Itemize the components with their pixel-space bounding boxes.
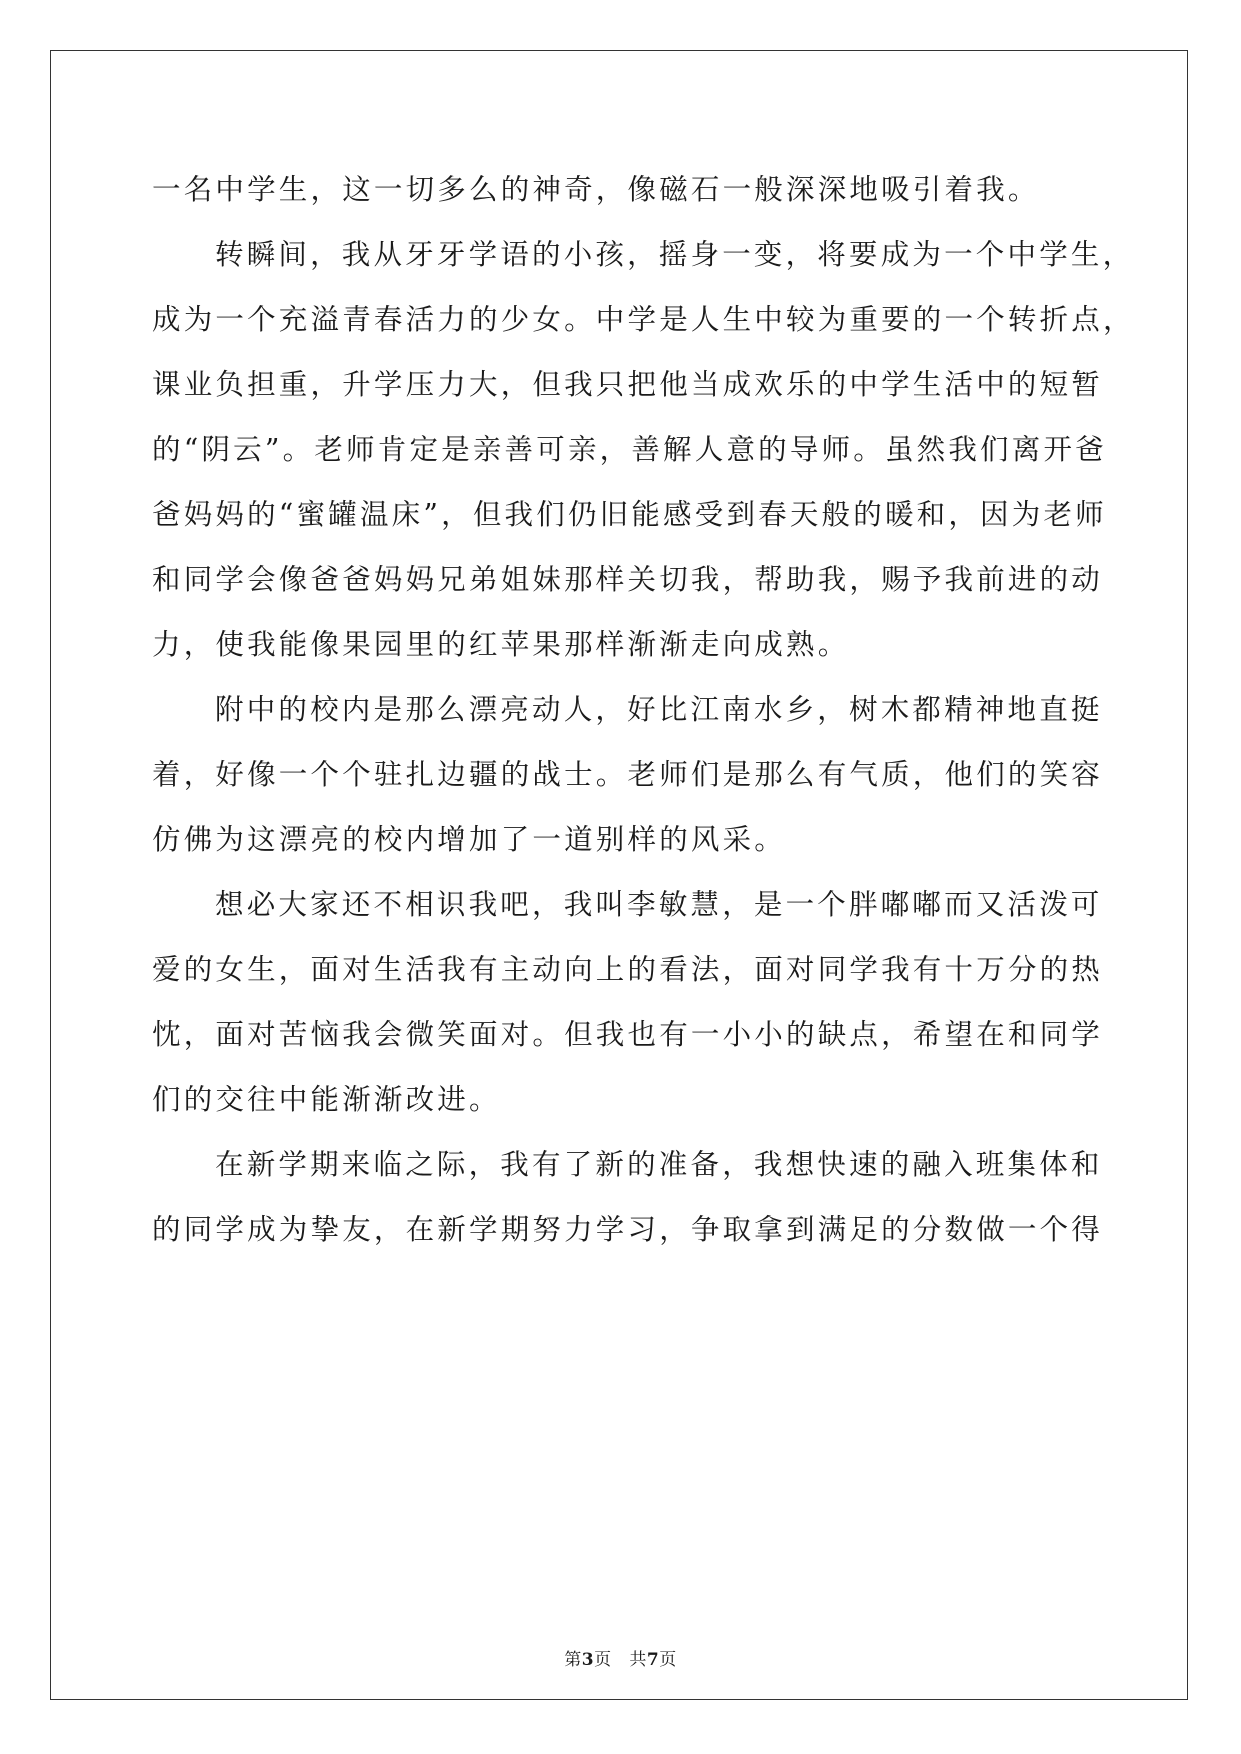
text-line: 们的交往中能渐渐改进。 [152,1083,501,1116]
text-line: 附中的校内是那么漂亮动人，好比江南水乡，树木都精神地直挺 [215,693,1103,726]
text-line: 成为一个充溢青春活力的少女。中学是人生中较为重要的一个转折点， [152,303,1135,336]
total-page-number: 7 [646,1650,660,1670]
current-page-number: 3 [581,1650,595,1670]
text-line: 课业负担重，升学压力大，但我只把他当成欢乐的中学生活中的短暂 [152,368,1104,401]
text-line: 力，使我能像果园里的红苹果那样渐渐走向成熟。 [152,628,850,661]
footer-total-suffix: 页 [659,1650,677,1670]
document-body [152,157,1135,1262]
text-line: 的“阴云”。老师肯定是亲善可亲，善解人意的导师。虽然我们离开爸 [152,433,1107,466]
text-line: 仿佛为这漂亮的校内增加了一道别样的风采。 [152,823,787,856]
page-footer [0,1645,1241,1670]
text-line: 和同学会像爸爸妈妈兄弟姐妹那样关切我，帮助我，赐予我前进的动 [152,563,1104,596]
footer-page-suffix: 页 [594,1650,612,1670]
footer-prefix: 第 [564,1650,582,1670]
text-line: 爱的女生，面对生活我有主动向上的看法，面对同学我有十万分的热 [152,953,1104,986]
text-line: 转瞬间，我从牙牙学语的小孩，摇身一变，将要成为一个中学生， [215,238,1135,271]
text-line: 的同学成为挚友，在新学期努力学习，争取拿到满足的分数做一个得 [152,1213,1104,1246]
text-line: 一名中学生，这一切多么的神奇，像磁石一般深深地吸引着我。 [152,173,1040,206]
footer-total-prefix: 共 [629,1650,647,1670]
text-line: 着，好像一个个驻扎边疆的战士。老师们是那么有气质，他们的笑容 [152,758,1104,791]
text-line: 爸妈妈的“蜜罐温床”，但我们仍旧能感受到春天般的暖和，因为老师 [152,498,1107,531]
text-line: 忱，面对苦恼我会微笑面对。但我也有一小小的缺点，希望在和同学 [152,1018,1104,1051]
text-line: 想必大家还不相识我吧，我叫李敏慧，是一个胖嘟嘟而又活泼可 [215,888,1103,921]
text-line: 在新学期来临之际，我有了新的准备，我想快速的融入班集体和 [215,1148,1103,1181]
